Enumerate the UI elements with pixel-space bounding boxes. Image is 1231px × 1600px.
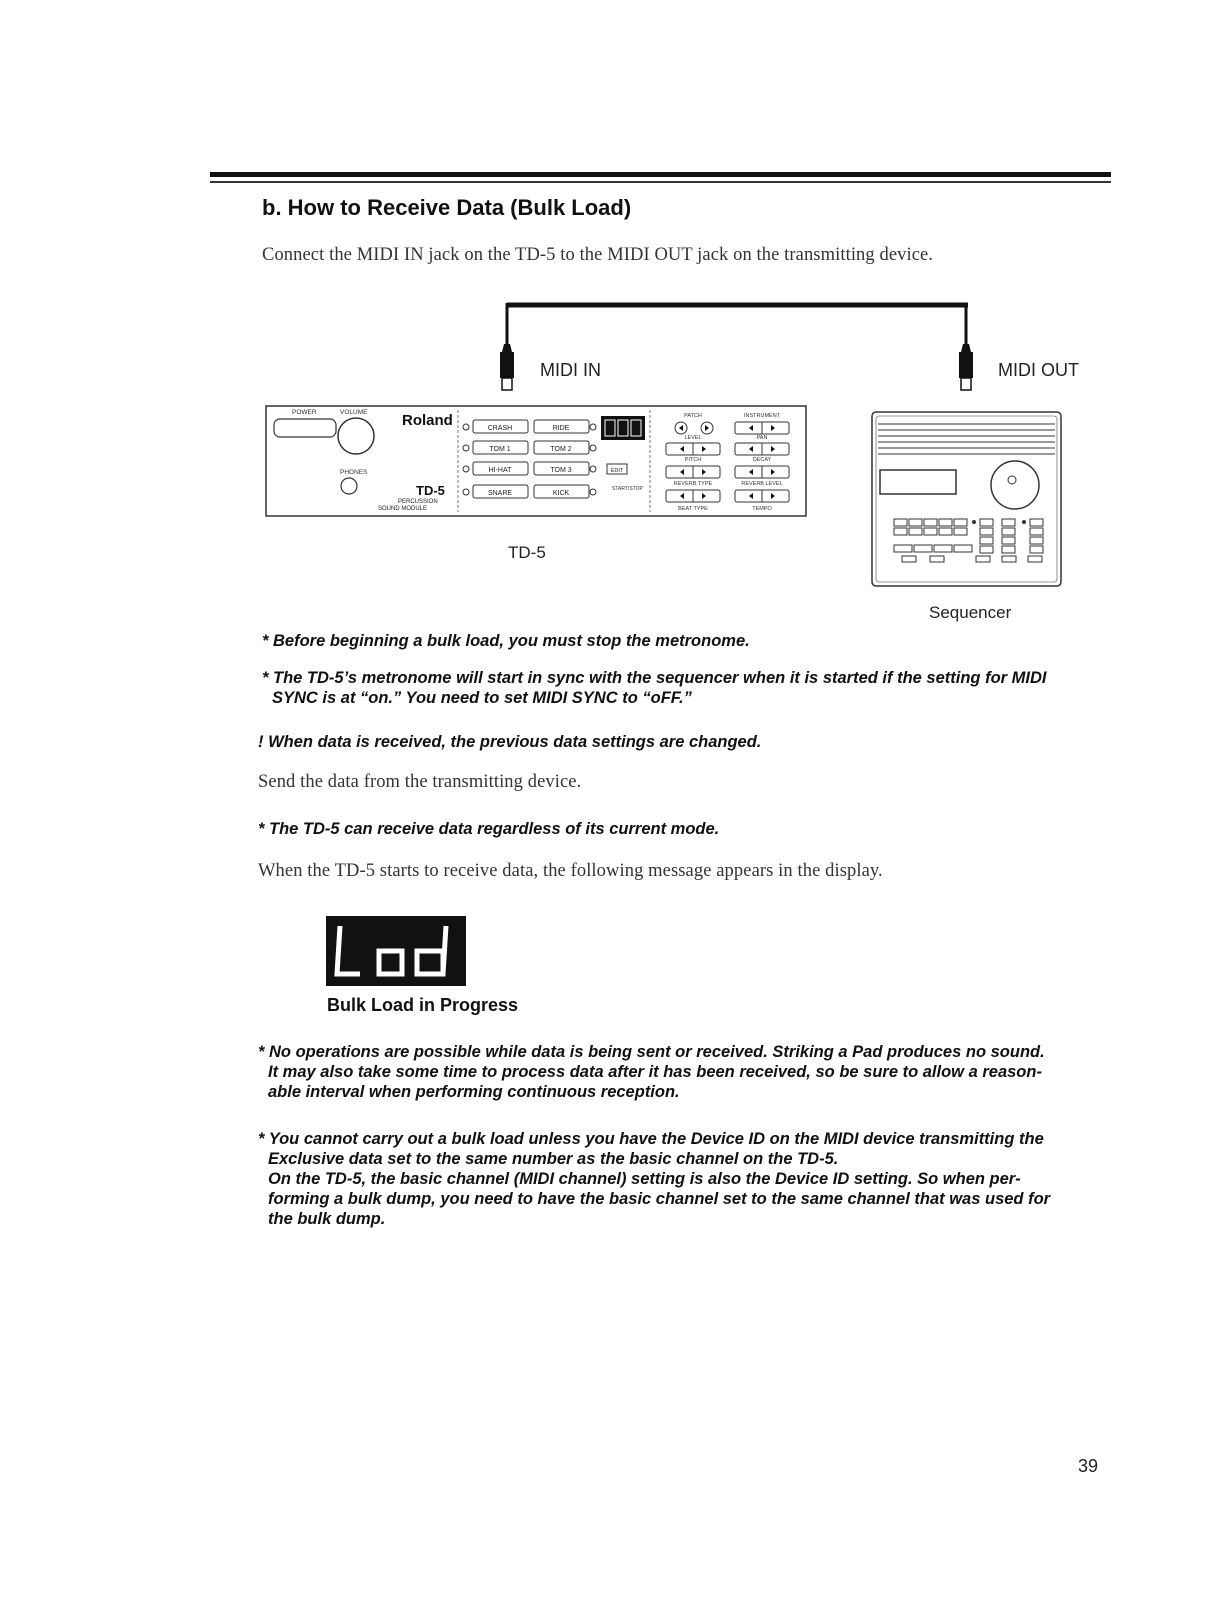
svg-text:PATCH: PATCH [684,413,702,419]
note-any-mode: * The TD-5 can receive data regardless of its current mode. [258,820,720,838]
svg-text:INSTRUMENT: INSTRUMENT [743,413,781,419]
td5-front-panel [266,406,806,516]
pad-label: TOM 1 [489,446,511,453]
svg-text:TD-5: TD-5 [416,483,445,498]
svg-text:PITCH: PITCH [684,457,702,463]
note-stop-metronome: * Before beginning a bulk load, you must stop the metronome. [262,632,750,650]
svg-text:DECAY: DECAY [752,457,772,463]
svg-text:SOUND MODULE: SOUND MODULE [378,506,428,512]
display-intro-paragraph: When the TD-5 starts to receive data, the following message appears in the display. [258,861,883,881]
page-number: 39 [1078,1456,1099,1476]
svg-text:REVERB LEVEL: REVERB LEVEL [741,481,783,487]
power-switch-icon [274,419,336,437]
lod-readout-text: Lod [326,916,328,917]
midi-out-label: MIDI OUT [998,360,1079,380]
sequencer-dial-icon [991,461,1039,509]
svg-text:LEVEL: LEVEL [684,435,702,441]
sequencer-device [872,412,1061,586]
lod-led-display [326,916,466,986]
midi-in-plug-icon [500,344,514,390]
volume-knob-icon [338,418,374,454]
svg-text:REVERB TYPE: REVERB TYPE [673,481,713,487]
note-no-operations: * No operations are possible while data is being sent or received. Striking a Pad produces no sound. It may also take some time to process data after it has been received, so be sure to allow a reason- able interval when performing continuous reception. [258,1043,1045,1101]
note-midi-sync: * The TD-5’s metronome will start in sync with the sequencer when it is started if the setting for MIDI SYNC is at “on.” You need to set MIDI SYNC to “oFF.” [262,669,1047,707]
note-device-id: * You cannot carry out a bulk load unless you have the Device ID on the MIDI device transmitting the Exclusive data set to the same number as the basic channel on the TD-5. On the TD-5, the basic channel (MIDI channel) setting is also the Device ID setting. So when per- forming a bulk dump, you need to have the basic channel set to the same channel that was used for the bulk dump. [258,1130,1051,1228]
svg-text:EDIT: EDIT [610,468,624,474]
sequencer-caption: Sequencer [929,603,1012,622]
midi-out-plug-icon [959,344,973,390]
midi-in-label: MIDI IN [540,360,601,380]
warning-data-changed: ! When data is received, the previous data settings are changed. [258,733,762,751]
svg-text:Roland: Roland [402,412,453,429]
sequencer-display-icon [880,470,956,494]
pad-label: SNARE [487,490,513,497]
td5-caption: TD-5 [508,543,546,562]
pad-label: KICK [552,490,570,497]
svg-text:BEAT TYPE: BEAT TYPE [678,506,708,512]
send-data-paragraph: Send the data from the transmitting device. [258,772,582,792]
pad-label: TOM 3 [550,467,572,474]
svg-text:START/STOP: START/STOP [612,486,643,492]
pad-label: TOM 2 [550,446,572,453]
svg-text:TEMPO: TEMPO [752,506,772,512]
midi-cable [507,303,968,358]
svg-text:VOLUME: VOLUME [340,409,368,416]
phones-jack-icon [341,478,357,494]
bulk-load-caption: Bulk Load in Progress [327,995,519,1015]
svg-text:PERCUSSION: PERCUSSION [398,499,438,505]
midi-connection-diagram [0,0,1231,640]
pad-label: CRASH [487,425,513,432]
section-heading: b. How to Receive Data (Bulk Load) [262,195,632,220]
svg-text:PHONES: PHONES [340,469,368,476]
intro-paragraph: Connect the MIDI IN jack on the TD-5 to the MIDI OUT jack on the transmitting device. [262,245,934,265]
svg-text:PAN: PAN [756,435,768,441]
svg-text:POWER: POWER [292,409,317,416]
pad-label: HI-HAT [488,467,512,474]
pad-label: RIDE [552,425,570,432]
